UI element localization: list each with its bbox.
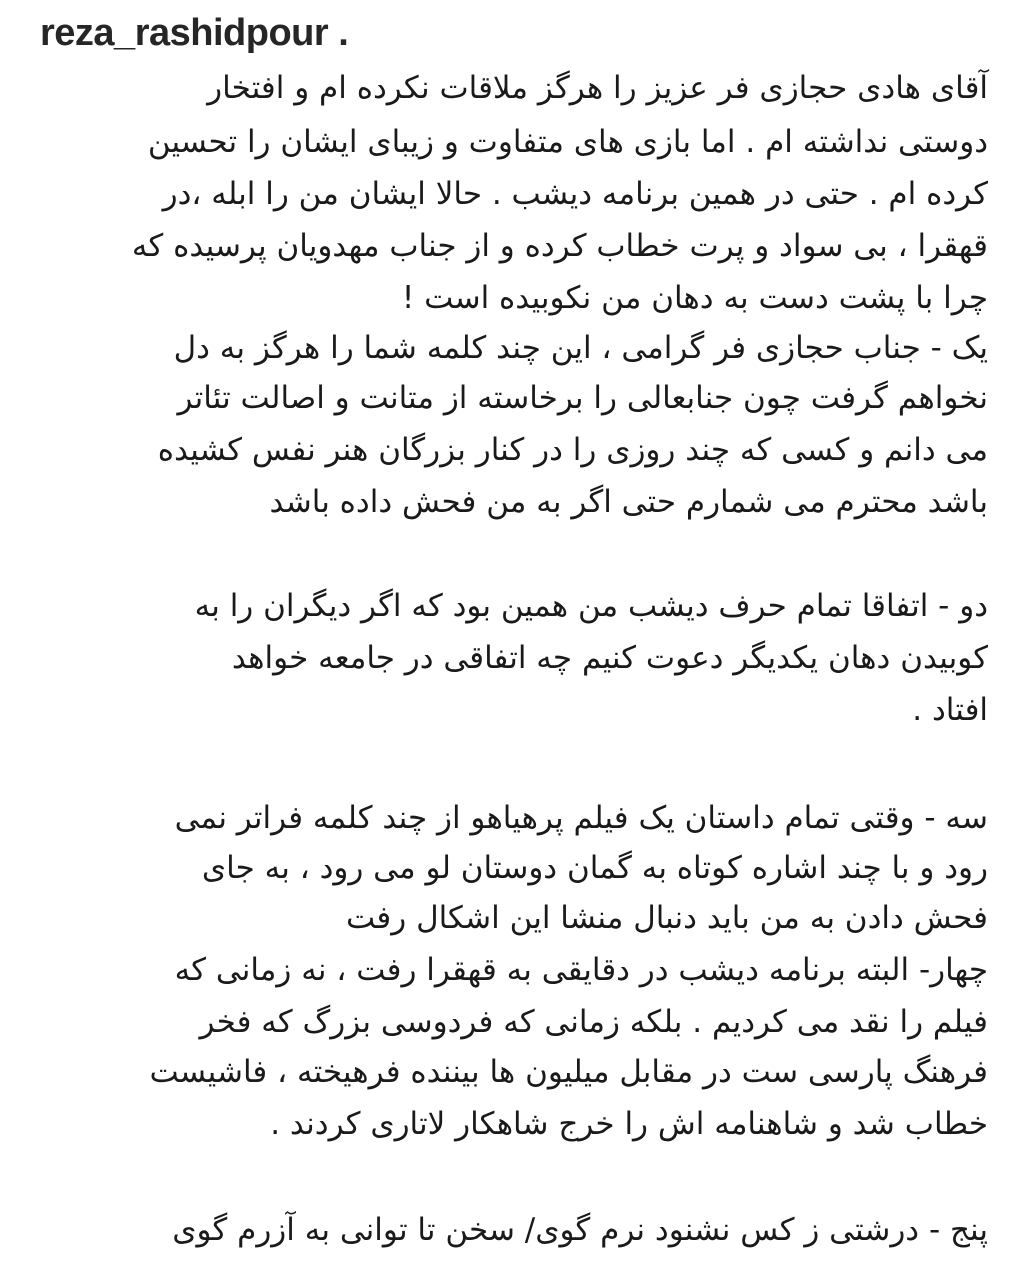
- caption-line: کرده ام . حتی در همین برنامه دیشب . حالا ایشان من را ابله ،در: [162, 176, 988, 212]
- caption-line: کوبیدن دهان یکدیگر دعوت کنیم چه اتفاقی در جامعه خواهد: [231, 640, 988, 676]
- caption-line: یک - جناب حجازی فر گرامی ، این چند کلمه شما را هرگز به دل: [173, 330, 988, 366]
- caption-line: خطاب شد و شاهنامه اش را خرج شاهکار لاتاری کردند .: [270, 1106, 988, 1142]
- caption-line: چهار- البته برنامه دیشب در دقایقی به قهقرا رفت ، نه زمانی که: [174, 952, 988, 988]
- username[interactable]: reza_rashidpour .: [40, 12, 349, 54]
- caption-line: فیلم را نقد می کردیم . بلکه زمانی که فردوسی بزرگ که فخر: [199, 1004, 988, 1040]
- caption-line: قهقرا ، بی سواد و پرت خطاب کرده و از جناب مهدویان پرسیده که: [131, 228, 988, 264]
- caption-line: پنج - درشتی ز کس نشنود نرم گوی/ سخن تا توانی به آزرم گوی: [172, 1212, 988, 1248]
- caption-line: باشد محترم می شمارم حتی اگر به من فحش داده باشد: [269, 484, 988, 520]
- caption-line: سه - وقتی تمام داستان یک فیلم پرهیاهو از چند کلمه فراتر نمی: [174, 800, 988, 836]
- caption-line: آقای هادی حجازی فر عزیز را هرگز ملاقات نکرده ام و افتخار: [207, 70, 988, 106]
- caption-line: چرا با پشت دست به دهان من نکوبیده است !: [401, 280, 988, 316]
- caption-line: نخواهم گرفت چون جنابعالی را برخاسته از متانت و اصالت تئاتر: [177, 380, 988, 416]
- caption-line: دو - اتفاقا تمام حرف دیشب من همین بود که اگر دیگران را به: [194, 588, 988, 624]
- caption-line: افتاد .: [912, 692, 988, 728]
- caption-line: فحش دادن به من باید دنبال منشا این اشکال رفت: [345, 900, 988, 936]
- caption-line: می دانم و کسی که چند روزی را در کنار بزرگان هنر نفس کشیده: [157, 432, 988, 468]
- caption-line: دوستی نداشته ام . اما بازی های متفاوت و زیبای ایشان را تحسین: [147, 124, 988, 160]
- caption-line: رود و با چند اشاره کوتاه به گمان دوستان لو می رود ، به جای: [201, 850, 988, 886]
- caption-line: فرهنگ پارسی ست در مقابل میلیون ها بیننده فرهیخته ، فاشیست: [149, 1054, 988, 1090]
